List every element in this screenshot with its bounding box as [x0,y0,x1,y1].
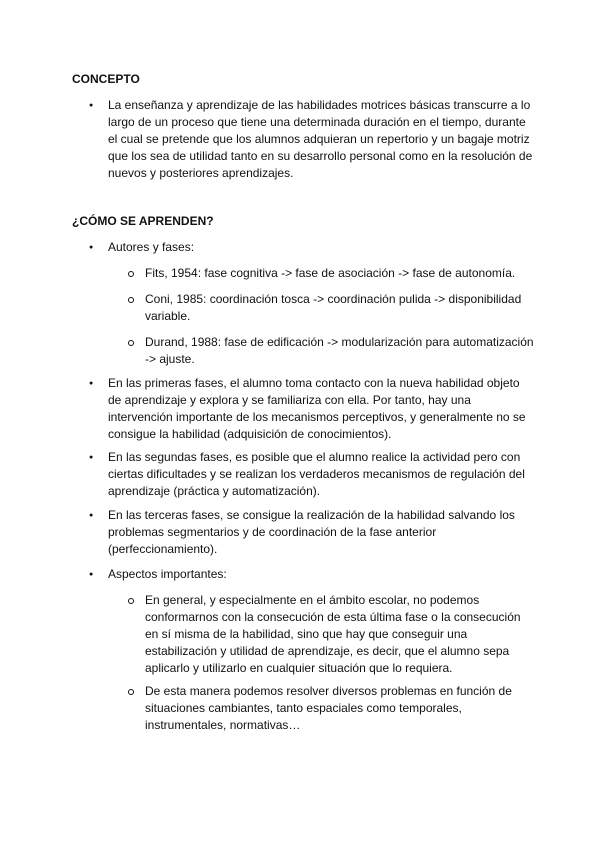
bullet-concepto: ● La enseñanza y aprendizaje de las habilidades motrices básicas transcurre a lo largo de un proceso que tiene una determinada duración en el tiempo, durante el cual se pretende que los alumnos adquieran un repertorio y un bagaje motriz que los sea de utilidad tanto en su desarrollo personal como en la resolución de nuevos y posteriores aprendizajes. [108,97,533,182]
subbullet-de-esta-manera: De esta manera podemos resolver diversos problemas en función de situaciones cambiantes, tanto espaciales como temporales, instrumentales, normativas… [145,683,535,734]
bullet-aspectos: ● Aspectos importantes: [108,566,533,583]
bullet-segundas-fases: ● En las segundas fases, es posible que el alumno realice la actividad pero con ciertas dificultades y se realizan los verdaderos mecanismos de regulación del aprendizaje (práctica y automatización). [108,449,533,500]
bullet-autores: ● Autores y fases: [108,239,533,256]
heading-como-se-aprenden: ¿CÓMO SE APRENDEN? [72,214,214,228]
bullet-terceras-fases: ● En las terceras fases, se consigue la realización de la habilidad salvando los problemas segmentarios y de coordinación de la fase anterior (perfeccionamiento). [108,507,533,558]
subbullet-fits: Fits, 1954: fase cognitiva -> fase de asociación -> fase de autonomía. [145,265,535,282]
subbullet-coni: Coni, 1985: coordinación tosca -> coordinación pulida -> disponibilidad variable. [145,291,535,325]
subbullet-durand: Durand, 1988: fase de edificación -> modularización para automatización -> ajuste. [145,335,534,366]
bullet-primeras-fases: ● En las primeras fases, el alumno toma contacto con la nueva habilidad objeto de aprendizaje y explora y se familiariza con ella. Por tanto, hay una intervención importante de los mecanismos perceptivos, y generalmente no se consigue la habilidad (adquisición de conocimientos). [108,375,533,443]
subbullet-en-general: En general, y especialmente en el ámbito escolar, no podemos conformarnos con la consecución de esta última fase o la consecución en sí misma de la habilidad, sino que hay que conseguir una estabilización y utilidad de aprendizaje, es decir, que el alumno sepa aplicarlo y utilizarlo en cualquier situación que lo requiera. [145,592,535,677]
heading-concepto: CONCEPTO [72,72,140,86]
